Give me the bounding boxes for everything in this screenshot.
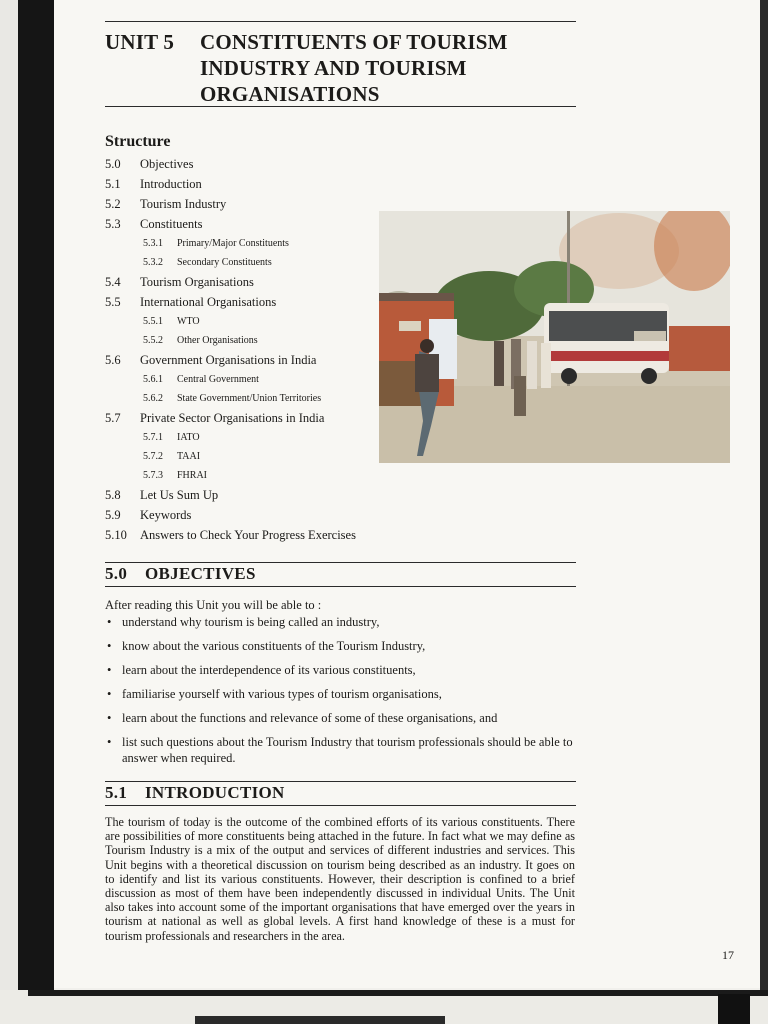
- toc-label: Keywords: [140, 508, 192, 522]
- toc-number: 5.0: [105, 157, 121, 171]
- toc-number: 5.6.1: [143, 374, 163, 385]
- toc-number: 5.1: [105, 177, 121, 191]
- toc-item[interactable]: [105, 174, 405, 194]
- toc-label: Central Government: [177, 374, 259, 385]
- toc-subitem[interactable]: [105, 312, 405, 331]
- toc-label: Objectives: [140, 157, 194, 171]
- toc-label: Constituents: [140, 217, 203, 231]
- toc-item[interactable]: [105, 525, 405, 545]
- toc-number: 5.4: [105, 275, 121, 289]
- toc-subitem[interactable]: [105, 447, 405, 466]
- objectives-bottom-rule: [105, 586, 576, 587]
- toc-number: 5.3.2: [143, 257, 163, 268]
- introduction-top-rule: [105, 781, 576, 782]
- table-of-contents: [105, 154, 405, 545]
- section-number: 5.0: [105, 564, 128, 583]
- toc-number: 5.5.2: [143, 335, 163, 346]
- introduction-heading: [105, 783, 285, 803]
- toc-number: 5.8: [105, 488, 121, 502]
- toc-label: IATO: [177, 432, 200, 443]
- section-title: OBJECTIVES: [145, 564, 256, 583]
- toc-number: 5.7.2: [143, 451, 163, 462]
- toc-label: Introduction: [140, 177, 202, 191]
- toc-number: 5.5.1: [143, 316, 163, 327]
- toc-label: Private Sector Organisations in India: [140, 411, 325, 425]
- introduction-bottom-rule: [105, 805, 576, 806]
- next-page-heading-fragment: [195, 1016, 445, 1024]
- toc-number: 5.5: [105, 295, 121, 309]
- objectives-list: [107, 614, 577, 774]
- list-item: • know about the various constituents of the Tourism Industry,: [107, 638, 577, 654]
- objectives-top-rule: [105, 562, 576, 563]
- list-item: • understand why tourism is being called an industry,: [107, 614, 577, 630]
- toc-item[interactable]: [105, 214, 405, 234]
- section-number: 5.1: [105, 783, 128, 802]
- toc-subitem[interactable]: [105, 253, 405, 272]
- list-item: • learn about the interdependence of its various constituents,: [107, 662, 577, 678]
- toc-number: 5.2: [105, 197, 121, 211]
- toc-subitem[interactable]: [105, 331, 405, 350]
- title-bottom-rule: [105, 106, 576, 107]
- toc-item[interactable]: [105, 292, 405, 312]
- page-right-edge: [760, 0, 768, 990]
- toc-label: WTO: [177, 316, 200, 327]
- toc-label: Tourism Industry: [140, 197, 227, 211]
- toc-label: FHRAI: [177, 470, 208, 481]
- toc-number: 5.10: [105, 528, 127, 542]
- toc-label: State Government/Union Territories: [177, 393, 322, 404]
- toc-item[interactable]: [105, 194, 405, 214]
- toc-subitem[interactable]: [105, 370, 405, 389]
- toc-label: Let Us Sum Up: [140, 488, 219, 502]
- tourist-bus-street-photo: [379, 211, 730, 463]
- unit-name: CONSTITUENTS OF TOURISM INDUSTRY AND TOURISM ORGANISATIONS: [200, 30, 508, 106]
- toc-subitem[interactable]: [105, 234, 405, 253]
- toc-item[interactable]: [105, 154, 405, 174]
- toc-label: Tourism Organisations: [140, 275, 254, 289]
- toc-number: 5.9: [105, 508, 121, 522]
- toc-subitem[interactable]: [105, 428, 405, 447]
- book-spine-shadow: [18, 0, 54, 990]
- toc-number: 5.6: [105, 353, 121, 367]
- toc-item[interactable]: [105, 350, 405, 370]
- page-bottom-shadow: [28, 990, 768, 996]
- toc-label: International Organisations: [140, 295, 277, 309]
- list-item: • list such questions about the Tourism Industry that tourism professionals should be able to answer when required.: [107, 734, 577, 766]
- toc-item[interactable]: [105, 272, 405, 292]
- structure-heading: Structure: [105, 133, 171, 150]
- objectives-intro: After reading this Unit you will be able to :: [105, 598, 322, 612]
- section-title: INTRODUCTION: [145, 783, 285, 802]
- page-number: 17: [722, 948, 734, 962]
- toc-label: Primary/Major Constituents: [177, 238, 289, 249]
- toc-number: 5.3: [105, 217, 121, 231]
- list-item: • learn about the functions and relevance of some of these organisations, and: [107, 710, 577, 726]
- toc-number: 5.7.3: [143, 470, 163, 481]
- list-item: • familiarise yourself with various types of tourism organisations,: [107, 686, 577, 702]
- toc-item[interactable]: [105, 408, 405, 428]
- toc-label: Government Organisations in India: [140, 353, 317, 367]
- unit-number: UNIT 5: [105, 30, 175, 54]
- toc-subitem[interactable]: [105, 466, 405, 485]
- toc-number: 5.3.1: [143, 238, 163, 249]
- toc-item[interactable]: [105, 485, 405, 505]
- scan-left-margin: [0, 0, 18, 1024]
- toc-label: Other Organisations: [177, 335, 258, 346]
- page-corner-shadow: [718, 994, 750, 1024]
- toc-number: 5.7.1: [143, 432, 163, 443]
- title-top-rule: [105, 21, 576, 22]
- toc-label: TAAI: [177, 451, 201, 462]
- introduction-paragraph: The tourism of today is the outcome of the combined efforts of its various constituents. There are possibilities of more constituents being attached in the future. In fact what we may define as Tourism Industry is a mix of the output and services of different industries and services. This Unit begins with a theoretical discussion on tourism being described as an industry. It goes on to identify and list its various constituents. However, their description is confined to a brief discussion as most of them have been independently discussed in individual Units. The Unit also takes into account some of the important organisations that have emerged over the years in tourism at national as well as global levels. A first hand knowledge of these is a must for tourism professionals and researchers in the area.: [105, 815, 575, 943]
- toc-subitem[interactable]: [105, 389, 405, 408]
- toc-label: Answers to Check Your Progress Exercises: [140, 528, 356, 542]
- objectives-heading: [105, 564, 256, 584]
- toc-item[interactable]: [105, 505, 405, 525]
- toc-label: Secondary Constituents: [177, 257, 272, 268]
- photo-illustration: [379, 211, 730, 463]
- toc-number: 5.7: [105, 411, 121, 425]
- toc-number: 5.6.2: [143, 393, 163, 404]
